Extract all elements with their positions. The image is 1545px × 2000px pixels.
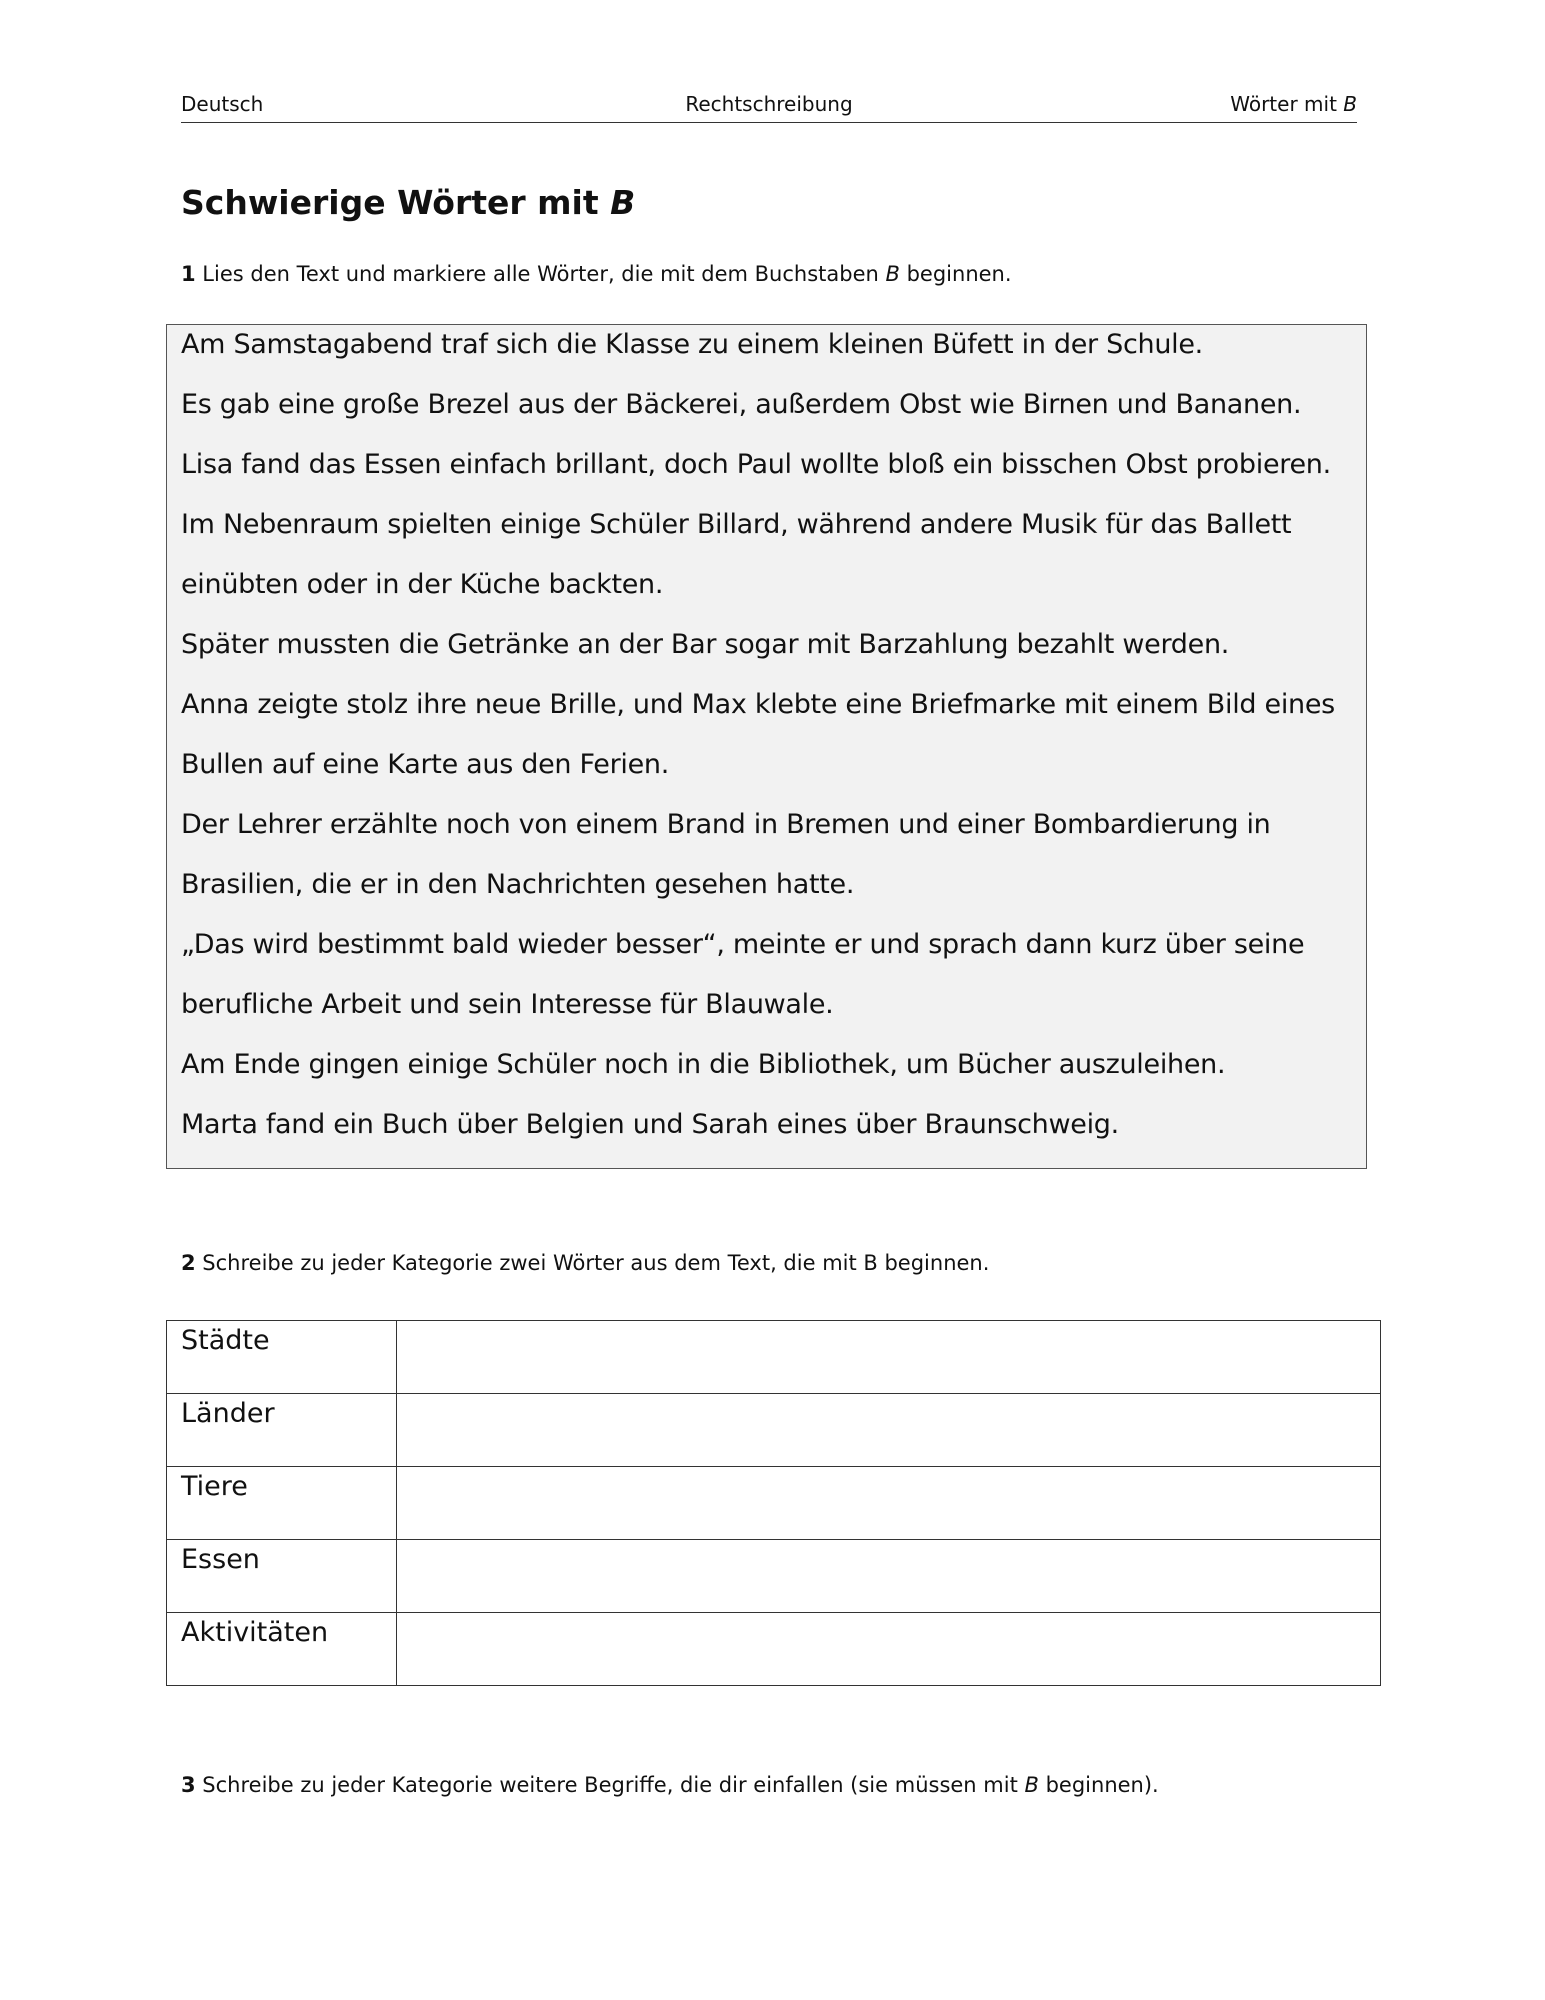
header-right-prefix: Wörter mit — [1230, 92, 1344, 116]
task-2-number: 2 — [181, 1251, 196, 1275]
text-line: Brasilien, die er in den Nachrichten gesehen hatte. — [181, 869, 855, 900]
task-1-number: 1 — [181, 262, 196, 286]
task-3-instruction — [181, 1773, 1159, 1797]
task-1-letter: B — [885, 262, 900, 286]
title-letter: B — [610, 183, 636, 222]
text-line: Später mussten die Getränke an der Bar sogar mit Barzahlung bezahlt werden. — [181, 629, 1230, 660]
answer-cell[interactable] — [397, 1613, 1381, 1686]
table-row — [167, 1321, 1381, 1394]
text-line: Im Nebenraum spielten einige Schüler Billard, während andere Musik für das Ballett — [181, 509, 1292, 540]
table-row — [167, 1467, 1381, 1540]
text-line: Marta fand ein Buch über Belgien und Sarah eines über Braunschweig. — [181, 1109, 1119, 1140]
text-line: Am Ende gingen einige Schüler noch in die Bibliothek, um Bücher auszuleihen. — [181, 1049, 1226, 1080]
text-line: Lisa fand das Essen einfach brillant, doch Paul wollte bloß ein bisschen Obst probieren. — [181, 449, 1331, 480]
category-label: Essen — [167, 1540, 397, 1613]
table-row — [167, 1540, 1381, 1613]
task-3-text-before: Schreibe zu jeder Kategorie weitere Begriffe, die dir einfallen (sie müssen mit — [195, 1773, 1025, 1797]
text-line: Bullen auf eine Karte aus den Ferien. — [181, 749, 669, 780]
answer-cell[interactable] — [397, 1540, 1381, 1613]
task-3-letter: B — [1024, 1773, 1039, 1797]
text-line: Am Samstagabend traf sich die Klasse zu einem kleinen Büfett in der Schule. — [181, 329, 1203, 360]
task-1-instruction — [181, 262, 1012, 286]
page-title — [181, 183, 635, 222]
header-right-letter: B — [1343, 92, 1357, 116]
task-2-instruction — [181, 1251, 989, 1275]
category-label: Städte — [167, 1321, 397, 1394]
task-2-text: Schreibe zu jeder Kategorie zwei Wörter aus dem Text, die mit B beginnen. — [195, 1251, 990, 1275]
text-line: Anna zeigte stolz ihre neue Brille, und Max klebte eine Briefmarke mit einem Bild eines — [181, 689, 1335, 720]
header-subject: Deutsch — [181, 92, 264, 116]
page-header — [181, 90, 1357, 123]
category-table — [166, 1320, 1381, 1686]
category-label: Länder — [167, 1394, 397, 1467]
category-label: Tiere — [167, 1467, 397, 1540]
title-prefix: Schwierige Wörter mit — [181, 183, 611, 222]
answer-cell[interactable] — [397, 1394, 1381, 1467]
table-row — [167, 1394, 1381, 1467]
table-row — [167, 1613, 1381, 1686]
text-line: Der Lehrer erzählte noch von einem Brand in Bremen und einer Bombardierung in — [181, 809, 1271, 840]
task-3-text-after: beginnen). — [1038, 1773, 1159, 1797]
header-worksheet-title — [1230, 92, 1357, 116]
task-1-text-after: beginnen. — [899, 262, 1012, 286]
task-3-number: 3 — [181, 1773, 196, 1797]
task-1-text-before: Lies den Text und markiere alle Wörter, die mit dem Buchstaben — [195, 262, 886, 286]
answer-cell[interactable] — [397, 1321, 1381, 1394]
text-line: berufliche Arbeit und sein Interesse für Blauwale. — [181, 989, 834, 1020]
text-line: Es gab eine große Brezel aus der Bäckerei, außerdem Obst wie Birnen und Bananen. — [181, 389, 1302, 420]
answer-cell[interactable] — [397, 1467, 1381, 1540]
category-label: Aktivitäten — [167, 1613, 397, 1686]
text-line: „Das wird bestimmt bald wieder besser“, meinte er und sprach dann kurz über seine — [181, 929, 1305, 960]
text-line: einübten oder in der Küche backten. — [181, 569, 664, 600]
reading-text-box — [166, 324, 1367, 1169]
header-topic: Rechtschreibung — [685, 92, 853, 116]
